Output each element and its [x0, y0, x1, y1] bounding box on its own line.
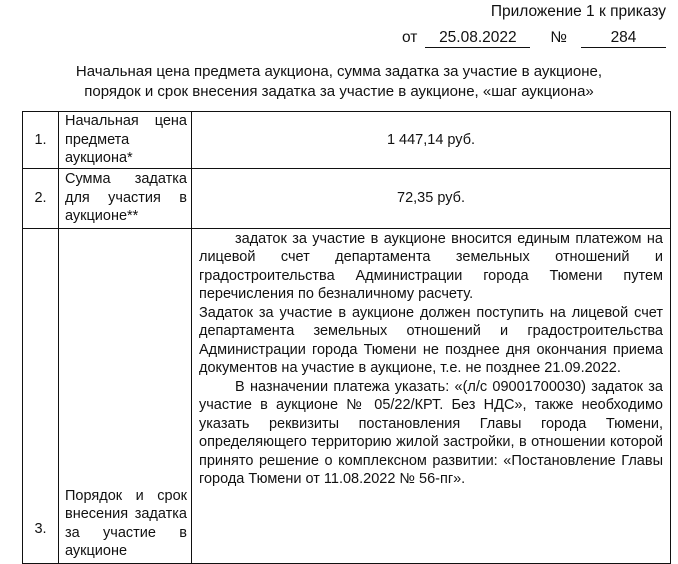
row-number: 1. — [23, 112, 59, 169]
order-reference — [402, 28, 666, 48]
table-row — [23, 228, 671, 563]
heading-line-1: Начальная цена предмета аукциона, сумма задатка за участие в аукционе, — [75, 63, 603, 80]
auction-terms-table — [22, 111, 671, 564]
order-date: 25.08.2022 — [425, 29, 530, 48]
table-row — [23, 112, 671, 169]
starting-price-value: 1 447,14 руб. — [192, 112, 671, 169]
row-label: Порядок и срок внесения задатка за участие в аукционе — [59, 228, 192, 563]
from-label: от — [401, 29, 418, 46]
deposit-paragraph-1: задаток за участие в аукционе вносится единым платежом на лицевой счет департамента земельных отношений и градостроительства Администрации города Тюмени путем перечисления по безналичному расчету. — [199, 230, 663, 302]
row-number: 2. — [23, 168, 59, 228]
document-heading — [0, 62, 678, 102]
heading-line-2: порядок и срок внесения задатка за участие в аукционе, «шаг аукциона» — [84, 83, 594, 100]
row-label: Сумма задатка для участия в аукционе** — [59, 168, 192, 228]
deposit-paragraph-3: В назначении платежа указать: «(л/с 09001700030) задаток за участие в аукционе № 05/22/КРТ. Без НДС», также необходимо указать реквизиты постановления Главы города Тюмени, определяющего территорию жилой застройки, в отношении которой принято решение о комплексном развитии: «Постановление Главы города Тюмени от 11.08.2022 № 56-пг». — [199, 378, 663, 487]
appendix-title: Приложение 1 к приказу — [490, 3, 666, 20]
deposit-paragraph-2: Задаток за участие в аукционе должен поступить на лицевой счет департамента земельных отношений и градостроительства Администрации города Тюмени не позднее дня окончания приема документов на участие в аукционе, т.е. не позднее 21.09.2022. — [199, 304, 663, 376]
row-number: 3. — [23, 228, 59, 563]
number-label: № — [550, 29, 567, 46]
order-number: 284 — [581, 29, 666, 48]
table-row — [23, 168, 671, 228]
deposit-amount-value: 72,35 руб. — [192, 168, 671, 228]
deposit-procedure-text — [192, 228, 671, 563]
row-label: Начальная цена предмета аукциона* — [59, 112, 192, 169]
